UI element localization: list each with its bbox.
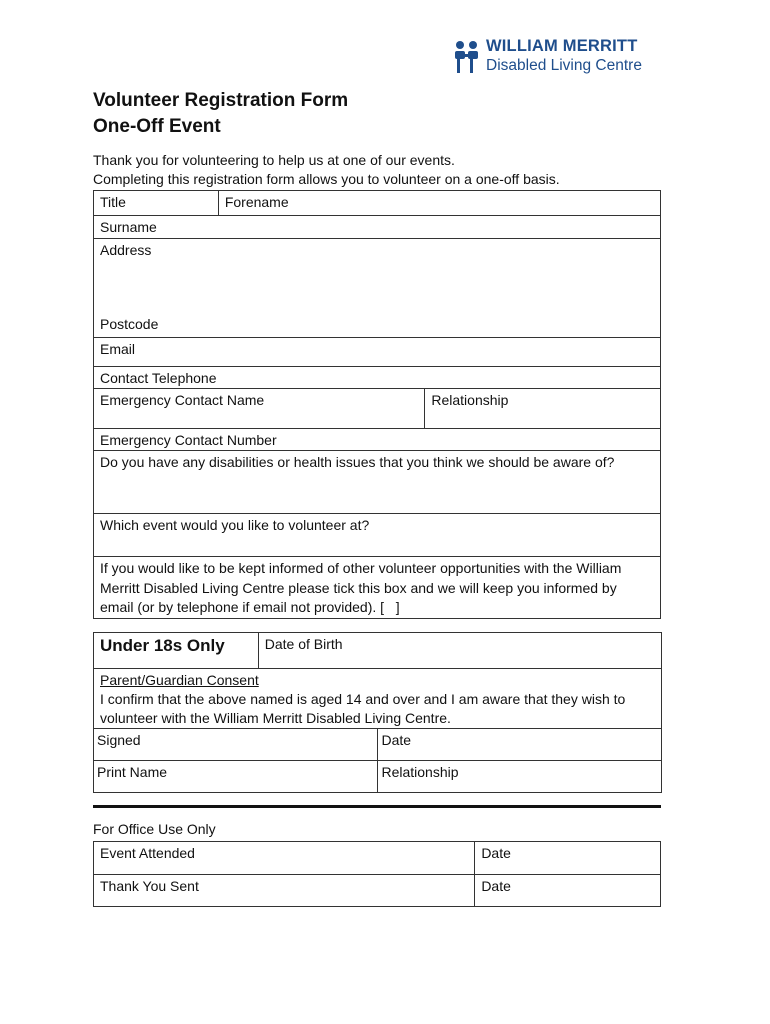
postcode-label: Postcode: [100, 316, 159, 332]
surname-label: Surname: [100, 219, 157, 235]
consent-cell: [94, 669, 662, 729]
event-attended-field[interactable]: [94, 842, 475, 875]
email-field[interactable]: [94, 338, 661, 367]
date-of-birth-field[interactable]: [258, 633, 661, 669]
emergency-contact-number-label: Emergency Contact Number: [100, 432, 277, 448]
table-row: [94, 451, 661, 514]
print-name-label: Print Name: [97, 764, 168, 780]
consent-text: I confirm that the above named is aged 14 and over and I am aware that they wish to volunteer with the William Merritt Disabled Living Centre.: [100, 691, 626, 726]
signed-field[interactable]: [94, 729, 378, 761]
contact-telephone-label: Contact Telephone: [100, 370, 217, 386]
logo: [454, 36, 664, 78]
address-label: Address: [100, 242, 152, 258]
guardian-relationship-label: Relationship: [381, 764, 459, 780]
keep-informed-field: [94, 557, 661, 619]
event-field[interactable]: [94, 514, 661, 557]
disabilities-question: Do you have any disabilities or health issues that you think we should be aware of?: [100, 454, 615, 470]
page-title: [93, 88, 348, 140]
under18-heading: Under 18s Only: [100, 636, 225, 655]
relationship-field[interactable]: [425, 389, 661, 429]
emergency-contact-name-field[interactable]: [94, 389, 425, 429]
registration-form-table: [93, 190, 661, 619]
consent-date-field[interactable]: [378, 729, 662, 761]
email-label: Email: [100, 341, 136, 357]
thank-you-sent-field[interactable]: [94, 875, 475, 907]
table-row: [94, 191, 661, 216]
table-row: [94, 216, 661, 239]
consent-date-label: Date: [381, 732, 412, 748]
consent-title: Parent/Guardian Consent: [100, 672, 259, 688]
office-use-label: For Office Use Only: [93, 821, 216, 837]
signed-label: Signed: [97, 732, 141, 748]
table-row: [94, 842, 661, 875]
contact-telephone-field[interactable]: [94, 367, 661, 389]
table-row: [94, 633, 662, 669]
forename-label: Forename: [224, 194, 289, 210]
table-row: [94, 429, 661, 451]
thank-you-date-label: Date: [481, 878, 511, 894]
surname-field[interactable]: [94, 216, 661, 239]
office-date-label: Date: [481, 845, 511, 861]
forename-field[interactable]: [218, 191, 660, 216]
page-title-line2: One-Off Event: [93, 116, 221, 137]
under18-heading-cell: [94, 633, 259, 669]
under18-table: [93, 632, 662, 793]
address-field[interactable]: [94, 239, 661, 338]
table-row: [94, 761, 662, 793]
title-label: Title: [100, 194, 126, 210]
emergency-contact-number-field[interactable]: [94, 429, 661, 451]
event-question: Which event would you like to volunteer at?: [100, 517, 370, 533]
date-of-birth-label: Date of Birth: [264, 636, 343, 652]
table-row: [94, 514, 661, 557]
guardian-relationship-field[interactable]: [378, 761, 662, 793]
office-use-table: [93, 841, 661, 907]
print-name-field[interactable]: [94, 761, 378, 793]
table-row: [94, 239, 661, 338]
page-title-line1: Volunteer Registration Form: [93, 90, 349, 111]
thank-you-date-field[interactable]: [475, 875, 661, 907]
title-field[interactable]: [94, 191, 219, 216]
relationship-label: Relationship: [431, 392, 509, 408]
thank-you-sent-label: Thank You Sent: [100, 878, 199, 894]
disabilities-field[interactable]: [94, 451, 661, 514]
table-row: [94, 729, 662, 761]
table-row: [94, 338, 661, 367]
intro-text: [93, 151, 560, 189]
table-row: [94, 875, 661, 907]
intro-line1: Thank you for volunteering to help us at one of our events.: [93, 152, 455, 168]
office-date-field[interactable]: [475, 842, 661, 875]
intro-line2: Completing this registration form allows you to volunteer on a one-off basis.: [93, 171, 560, 187]
table-row: [94, 669, 662, 729]
table-row: [94, 557, 661, 619]
table-row: [94, 367, 661, 389]
emergency-contact-name-label: Emergency Contact Name: [100, 392, 265, 408]
people-logo-icon: [454, 40, 482, 74]
logo-title: WILLIAM MERRITT: [486, 37, 638, 55]
keep-informed-text: If you would like to be kept informed of other volunteer opportunities with the William Merritt Disabled Living Centre please tick this box and we will keep you informed by email (or by telephone if email not provided).: [100, 560, 622, 615]
event-attended-label: Event Attended: [100, 845, 195, 861]
table-row: [94, 389, 661, 429]
section-divider: [93, 805, 661, 808]
logo-subtitle: Disabled Living Centre: [486, 57, 642, 74]
keep-informed-checkbox[interactable]: [ ]: [380, 599, 400, 615]
